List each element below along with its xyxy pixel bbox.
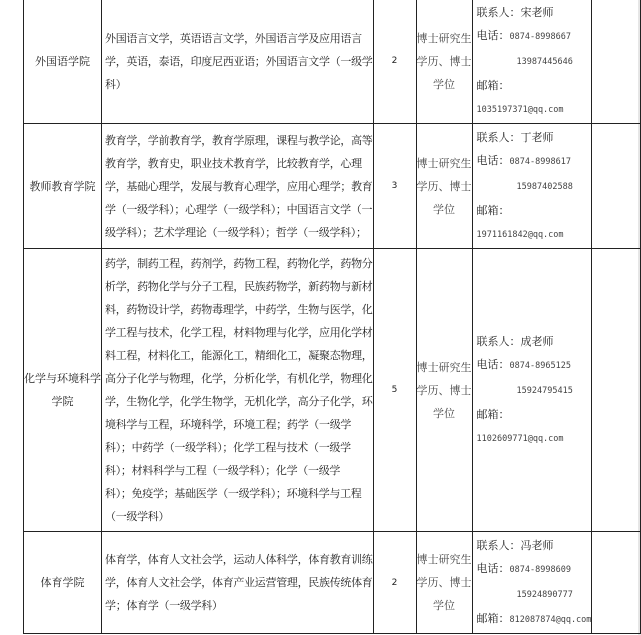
phone-label: 电话： — [476, 153, 510, 167]
college-cell — [24, 124, 102, 249]
mobile-line — [477, 378, 592, 403]
majors-line: 科）；材料科学与工程（一级学科）；化学（一级学 — [105, 464, 341, 477]
phone-number: 0874-8998609 — [509, 564, 571, 575]
contact-cell — [472, 0, 592, 124]
email-label: 邮箱： — [476, 203, 510, 217]
contact-cell — [472, 532, 592, 634]
phone-line — [477, 149, 592, 174]
email-address: 1971161842@qq.com — [476, 229, 564, 240]
remarks-cell — [592, 0, 641, 124]
degree-cell — [416, 0, 472, 124]
majors-line: 级学科）；艺术学理论（一级学科）；哲学（一级学科）； — [105, 225, 367, 239]
majors-line: 高分子化学与物理，化学，分析化学，有机化学，物理化 — [105, 372, 373, 385]
contact-cell — [472, 124, 592, 249]
email-address-line — [477, 222, 592, 247]
phone-label: 电话： — [476, 28, 510, 42]
table-row — [24, 249, 641, 532]
mobile-number: 13987445646 — [516, 56, 573, 67]
majors-line: 料工程，材料化工，能源化工，精细化工，凝聚态物理， — [105, 349, 373, 362]
degree-line: 学历、博士 — [416, 179, 472, 193]
college-name-line: 教师教育学院 — [29, 179, 96, 193]
mobile-line — [477, 582, 592, 607]
remarks-cell — [592, 249, 641, 532]
degree-line: 学历、博士 — [416, 576, 472, 589]
degree-line: 博士研究生 — [416, 156, 472, 170]
majors-line: 外国语言文学，英语语言文学，外国语言学及应用语言 — [105, 31, 362, 45]
majors-line: （一级学科） — [105, 510, 170, 523]
contact-person-line — [477, 330, 592, 353]
contact-person-line — [477, 1, 592, 24]
degree-line: 学位 — [433, 599, 456, 612]
majors-line: 学，体育人文社会学，体育产业运营管理，民族传统体育 — [105, 576, 373, 589]
majors-line: 教育学，学前教育学，教育学原理，课程与教学论，高等 — [105, 133, 373, 147]
degree-line: 学位 — [433, 202, 456, 216]
email-label: 邮箱： — [476, 611, 510, 625]
majors-line: 学，英语，泰语，印度尼西亚语；外国语言文学（一级学 — [105, 54, 373, 68]
phone-line — [477, 353, 592, 378]
email-label: 邮箱： — [476, 407, 510, 421]
college-cell — [24, 0, 102, 124]
contact-person-name: 丁老师 — [520, 130, 554, 144]
majors-line: 学；体育学（一级学科） — [105, 599, 223, 612]
contact-person-line — [477, 534, 592, 557]
degree-line: 博士研究生 — [416, 553, 472, 566]
majors-cell — [102, 249, 374, 532]
email-line — [477, 199, 592, 222]
email-address: 1102609771@qq.com — [476, 433, 564, 444]
majors-line: 学（一级学科）；心理学（一级学科）；中国语言文学（一 — [105, 202, 373, 216]
college-cell — [24, 249, 102, 532]
college-name-line: 学院 — [51, 395, 74, 408]
majors-line: 析学，药物化学与分子工程，民族药物学，新药物与新材 — [105, 280, 373, 293]
phone-label: 电话： — [476, 561, 510, 575]
phone-label: 电话： — [476, 357, 510, 371]
majors-line: 学工程与技术，化学工程，材料物理与化学，应用化学材 — [105, 326, 373, 339]
majors-line: 科）；中药学（一级学科）；化学工程与技术（一级学 — [105, 441, 351, 454]
email-address: 812087874@qq.com — [509, 614, 592, 625]
degree-line: 学位 — [433, 406, 456, 420]
degree-line: 学历、博士 — [416, 383, 472, 397]
recruitment-table — [23, 0, 641, 634]
email-line — [477, 74, 592, 97]
phone-line — [477, 24, 592, 49]
table-row — [24, 124, 641, 249]
majors-line: 体育学，体育人文社会学，运动人体科学，体育教育训练 — [105, 553, 373, 566]
degree-cell — [416, 124, 472, 249]
college-cell — [24, 532, 102, 634]
email-address: 1035197371@qq.com — [476, 104, 564, 115]
majors-line: 教育学，教育史，职业技术教育学，比较教育学，心理 — [105, 156, 362, 170]
phone-number: 0874-8965125 — [509, 360, 571, 371]
mobile-line — [477, 49, 592, 74]
email-address-line — [477, 97, 592, 122]
mobile-number: 15924795415 — [516, 385, 573, 396]
majors-line: 药学，制药工程，药剂学，药物工程，药物化学，药物分 — [105, 257, 373, 270]
remarks-cell — [592, 124, 641, 249]
email-line — [477, 607, 592, 632]
count-cell: 3 — [373, 124, 416, 249]
count-cell: 5 — [373, 249, 416, 532]
degree-line: 博士研究生 — [416, 31, 472, 45]
table-row — [24, 532, 641, 634]
majors-cell — [102, 532, 374, 634]
contact-person-name: 宋老师 — [520, 5, 554, 19]
count-cell: 2 — [373, 0, 416, 124]
contact-person-line — [477, 126, 592, 149]
contact-person-label: 联系人： — [476, 130, 521, 144]
contact-cell — [472, 249, 592, 532]
contact-person-name: 冯老师 — [520, 538, 554, 552]
college-name-line: 体育学院 — [40, 576, 85, 589]
majors-line: 学，生物化学，化学生物学，无机化学，高分子化学，环 — [105, 395, 373, 408]
count-cell: 2 — [373, 532, 416, 634]
phone-number: 0874-8998667 — [509, 31, 571, 42]
phone-line — [477, 557, 592, 582]
degree-cell — [416, 532, 472, 634]
mobile-line — [477, 174, 592, 199]
college-name-line: 外国语学院 — [35, 54, 90, 68]
contact-person-name: 成老师 — [520, 334, 554, 348]
majors-cell — [102, 0, 374, 124]
email-address-line — [477, 426, 592, 451]
majors-line: 科） — [105, 77, 127, 91]
college-name-line: 化学与环境科学 — [24, 372, 101, 385]
mobile-number: 15987402588 — [516, 181, 573, 192]
majors-line: 料，药物设计学，药物毒理学，中药学，生物与医学，化 — [105, 303, 373, 316]
phone-number: 0874-8998617 — [509, 156, 571, 167]
degree-cell — [416, 249, 472, 532]
remarks-cell — [592, 532, 641, 634]
degree-line: 学历、博士 — [416, 54, 472, 68]
degree-line: 博士研究生 — [416, 360, 472, 374]
contact-person-label: 联系人： — [476, 334, 521, 348]
majors-cell — [102, 124, 374, 249]
email-label: 邮箱： — [476, 78, 510, 92]
majors-line: 学，基础心理学，发展与教育心理学，应用心理学；教育 — [105, 179, 373, 193]
mobile-number: 15924890777 — [516, 589, 573, 600]
table-row — [24, 0, 641, 124]
contact-person-label: 联系人： — [476, 5, 521, 19]
contact-person-label: 联系人： — [476, 538, 521, 552]
majors-line: 科）；免疫学；基础医学（一级学科）；环境科学与工程 — [105, 487, 362, 500]
degree-line: 学位 — [433, 77, 456, 91]
email-line — [477, 403, 592, 426]
majors-line: 境科学与工程，环境科学，环境工程；药学（一级学 — [105, 418, 352, 431]
